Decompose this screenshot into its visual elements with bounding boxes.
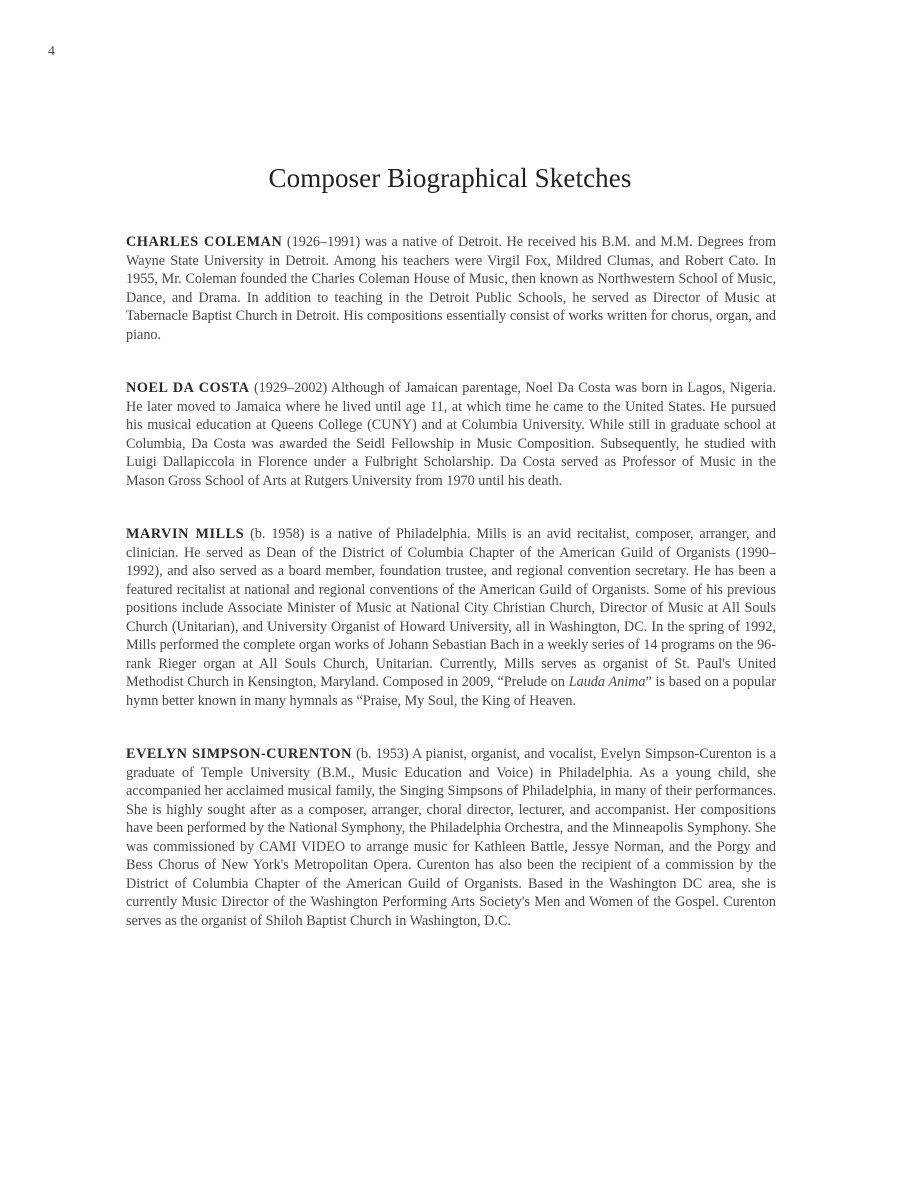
- bio-text: (1929–2002) Although of Jamaican parentage, Noel Da Costa was born in Lagos, Nigeria. He later moved to Jamaica where he lived until age 11, at which time he came to the United States. He pursued his musical education at Queens College (CUNY) and at Columbia University. While still in graduate school at Columbia, Da Costa was awarded the Seidl Fellowship in Music Composition. Subsequently, he studied with Luigi Dallapiccola in Florence under a Fulbright Scholarship. Da Costa served as Professor of Music in the Mason Gross School of Arts at Rutgers University from 1970 until his death.: [126, 380, 776, 489]
- bio-name: EVELYN SIMPSON-CURENTON: [126, 746, 353, 762]
- page-number: 4: [48, 44, 55, 59]
- bio-name: MARVIN MILLS: [126, 526, 245, 542]
- biography-list: [126, 233, 776, 965]
- page-title: Composer Biographical Sketches: [268, 163, 632, 193]
- bio-name: CHARLES COLEMAN: [126, 234, 283, 250]
- hymn-title: Lauda Anima: [568, 674, 646, 690]
- bio-noel-da-costa: [126, 379, 776, 490]
- bio-name: NOEL DA COSTA: [126, 380, 250, 396]
- bio-marvin-mills: [126, 525, 776, 710]
- bio-charles-coleman: [126, 233, 776, 344]
- bio-text: (1926–1991) was a native of Detroit. He received his B.M. and M.M. Degrees from Wayne State University in Detroit. Among his teachers were Virgil Fox, Mildred Clumas, and Robert Cato. In 1955, Mr. Coleman founded the Charles Coleman House of Music, then known as Northwestern School of Music, Dance, and Drama. In addition to teaching in the Detroit Public Schools, he served as Director of Music at Tabernacle Baptist Church in Detroit. His compositions essentially consist of works written for chorus, organ, and piano.: [126, 234, 776, 343]
- bio-text: (b. 1953) A pianist, organist, and vocalist, Evelyn Simpson-Curenton is a graduate of Temple University (B.M., Music Education and Voice) in Philadelphia. As a young child, she accompanied her acclaimed musical family, the Singing Simpsons of Philadelphia, in many of their performances. She is highly sought after as a composer, arranger, choral director, lecturer, and accompanist. Her compositions have been performed by the National Symphony, the Philadelphia Orchestra, and the Minneapolis Symphony. She was commissioned by CAMI VIDEO to arrange music for Kathleen Battle, Jessye Norman, and the Porgy and Bess Chorus of New York's Metropolitan Opera. Curenton has also been the recipient of a commission by the District of Columbia Chapter of the American Guild of Organists. Based in the Washington DC area, she is currently Music Director of the Washington Performing Arts Society's Men and Women of the Gospel. Curenton serves as the organist of Shiloh Baptist Church in Washington, D.C.: [126, 746, 776, 929]
- bio-text-continued: ” is based on a popular hymn better known in many hymnals as “Praise, My Soul, the King of Heaven.: [126, 674, 776, 709]
- bio-evelyn-simpson-curenton: [126, 745, 776, 930]
- bio-text: (b. 1958) is a native of Philadelphia. Mills is an avid recitalist, composer, arranger, and clinician. He served as Dean of the District of Columbia Chapter of the American Guild of Organists (1990–1992), and also served as a board member, foundation trustee, and regional convention secretary. He has been a featured recitalist at national and regional conventions of the American Guild of Organists. Some of his previous positions include Associate Minister of Music at National City Christian Church, Director of Music at All Souls Church (Unitarian), and University Organist of Howard University, all in Washington, DC. In the spring of 1992, Mills performed the complete organ works of Johann Sebastian Bach in a weekly series of 14 programs on the 96-rank Rieger organ at All Souls Church, Unitarian. Currently, Mills serves as organist of St. Paul's United Methodist Church in Kensington, Maryland. Composed in 2009, “Prelude on: [126, 526, 776, 690]
